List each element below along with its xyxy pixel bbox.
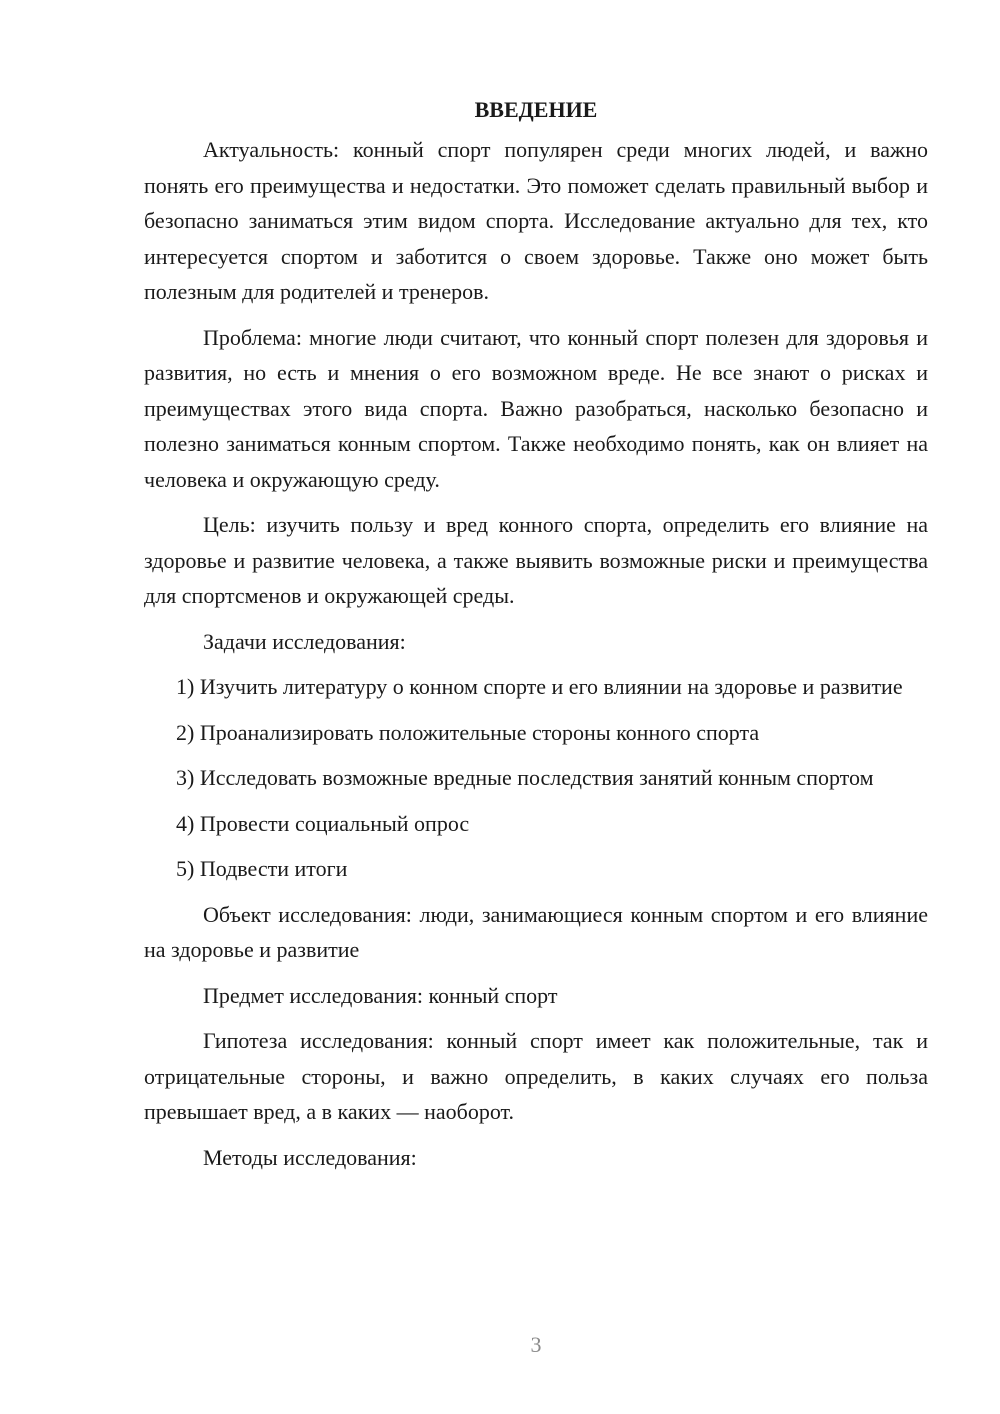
subject-paragraph: Предмет исследования: конный спорт xyxy=(203,982,558,1008)
page-number: 3 xyxy=(530,1332,542,1357)
task-item-4: 4) Провести социальный опрос xyxy=(176,810,470,836)
task-item-2: 2) Проанализировать положительные стороны конного спорта xyxy=(176,719,760,745)
methods-heading: Методы исследования: xyxy=(203,1144,417,1170)
task-item-1: 1) Изучить литературу о конном спорте и его влиянии на здоровье и развитие xyxy=(176,674,903,699)
goal-paragraph: Цель: изучить пользу и вред конного спорта, определить его влияние на здоровье и развитие человека, а также выявить возможные риски и преимущества для спортсменов и окружающей среды. xyxy=(144,512,928,608)
tasks-heading: Задачи исследования: xyxy=(203,628,406,654)
section-heading: ВВЕДЕНИЕ xyxy=(474,97,598,122)
relevance-paragraph: Актуальность: конный спорт популярен среди многих людей, и важно понять его преимущества и недостатки. Это поможет сделать правильный выбор и безопасно заниматься этим видом спорта. Исследование актуально для тех, кто интересуется спортом и заботится о своем здоровье. Также оно может быть полезным для родителей и тренеров. xyxy=(144,137,928,304)
object-paragraph: Объект исследования: люди, занимающиеся конным спортом и его влияние на здоровье и развитие xyxy=(144,901,928,962)
page-content xyxy=(144,92,928,1185)
task-item-5: 5) Подвести итоги xyxy=(176,856,348,881)
task-item-3: 3) Исследовать возможные вредные последствия занятий конным спортом xyxy=(176,765,874,790)
hypothesis-paragraph: Гипотеза исследования: конный спорт имеет как положительные, так и отрицательные стороны, и важно определить, в каких случаях его польза превышает вред, а в каких — наоборот. xyxy=(144,1028,928,1124)
problem-paragraph: Проблема: многие люди считают, что конный спорт полезен для здоровья и развития, но есть и мнения о его возможном вреде. Не все знают о рисках и преимуществах этого вида спорта. Важно разобраться, насколько безопасно и полезно заниматься конным спортом. Также необходимо понять, как он влияет на человека и окружающую среду. xyxy=(144,324,928,492)
